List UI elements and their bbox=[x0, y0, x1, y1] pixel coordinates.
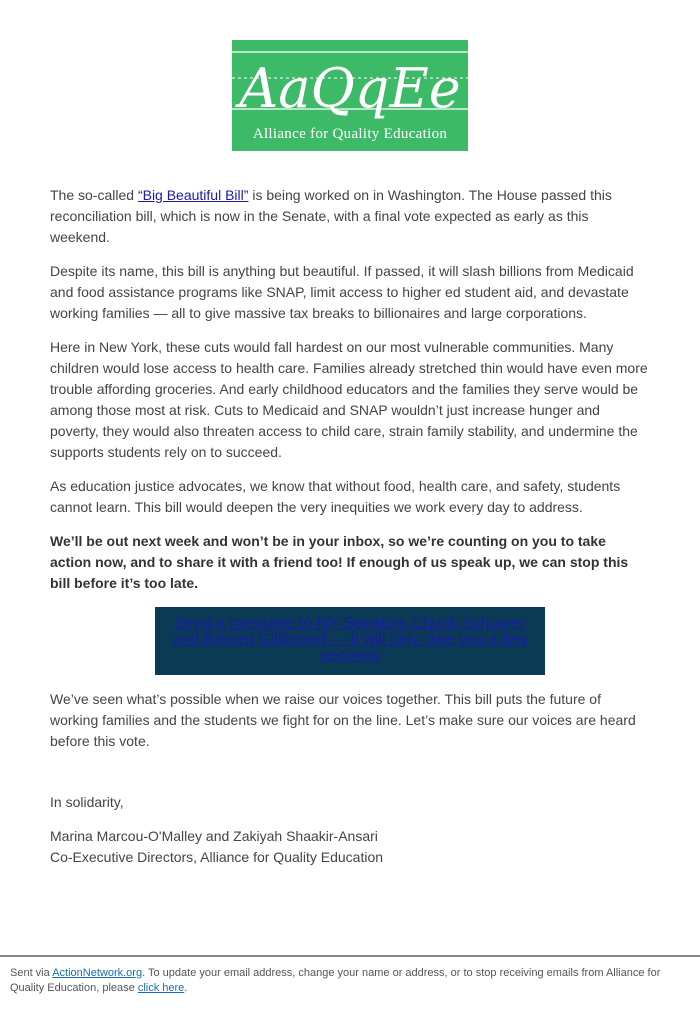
send-message-button[interactable]: Send a message to NY Senators Chuck Schumer and Kirsten Gillibrand — it will only take you a few seconds bbox=[155, 607, 545, 675]
paragraph-impact: Despite its name, this bill is anything but beautiful. If passed, it will slash billions from Medicaid and food assistance programs like SNAP, limit access to higher ed student aid, and devastate working families — all to give massive tax breaks to billionaires and large corporations. bbox=[50, 263, 634, 321]
signers-title: Co-Executive Directors, Alliance for Quality Education bbox=[50, 849, 384, 865]
aqe-logo bbox=[232, 40, 468, 151]
signature bbox=[50, 826, 650, 868]
paragraph-together: We’ve seen what’s possible when we raise our voices together. This bill puts the future of working families and the students we fight for on the line. Let’s make sure our voices are heard before this vote. bbox=[50, 691, 636, 749]
unsubscribe-link[interactable]: click here bbox=[137, 982, 185, 994]
logo-letters: AaQqEe bbox=[239, 57, 461, 120]
spacer bbox=[50, 765, 650, 792]
big-beautiful-bill-link[interactable]: “Big Beautiful Bill” bbox=[137, 187, 249, 203]
paragraph-advocates: As education justice advocates, we know that without food, health care, and safety, students cannot learn. This bill would deepen the very inequities we work every day to address. bbox=[50, 478, 621, 515]
cta-container bbox=[50, 607, 650, 675]
paragraph-new-york: Here in New York, these cuts would fall hardest on our most vulnerable communities. Many children would lose access to health care. Families already stretched thin would have even more trouble affording groceries. And early childhood educators and the families they serve would be among those most at risk. Cuts to Medicaid and SNAP wouldn’t just increase hunger and poverty, they would also threaten access to child care, strain family stability, and undermine the supports students rely on to succeed. bbox=[50, 339, 648, 460]
logo-org-name: Alliance for Quality Education bbox=[252, 126, 448, 142]
footer-divider bbox=[0, 955, 700, 957]
signers: Marina Marcou-O'Malley and Zakiyah Shaakir-Ansari bbox=[50, 828, 378, 844]
closing: In solidarity, bbox=[50, 794, 124, 810]
actionnetwork-link[interactable]: ActionNetwork.org bbox=[52, 967, 143, 979]
email-body bbox=[50, 185, 650, 868]
footer: Sent via ActionNetwork.org. To update your email address, change your name or address, or to stop receiving emails from Alliance for Quality Education, please click here. bbox=[10, 967, 661, 994]
paragraph-call-to-action: We’ll be out next week and won’t be in your inbox, so we’re counting on you to take action now, and to share it with a friend too! If enough of us speak up, we can stop this bill before it’s too late. bbox=[50, 533, 629, 591]
paragraph-intro: The so-called “Big Beautiful Bill” is being worked on in Washington. The House passed this reconciliation bill, which is now in the Senate, with a final vote expected as early as this weekend. bbox=[50, 187, 612, 245]
logo-lines bbox=[232, 40, 468, 120]
